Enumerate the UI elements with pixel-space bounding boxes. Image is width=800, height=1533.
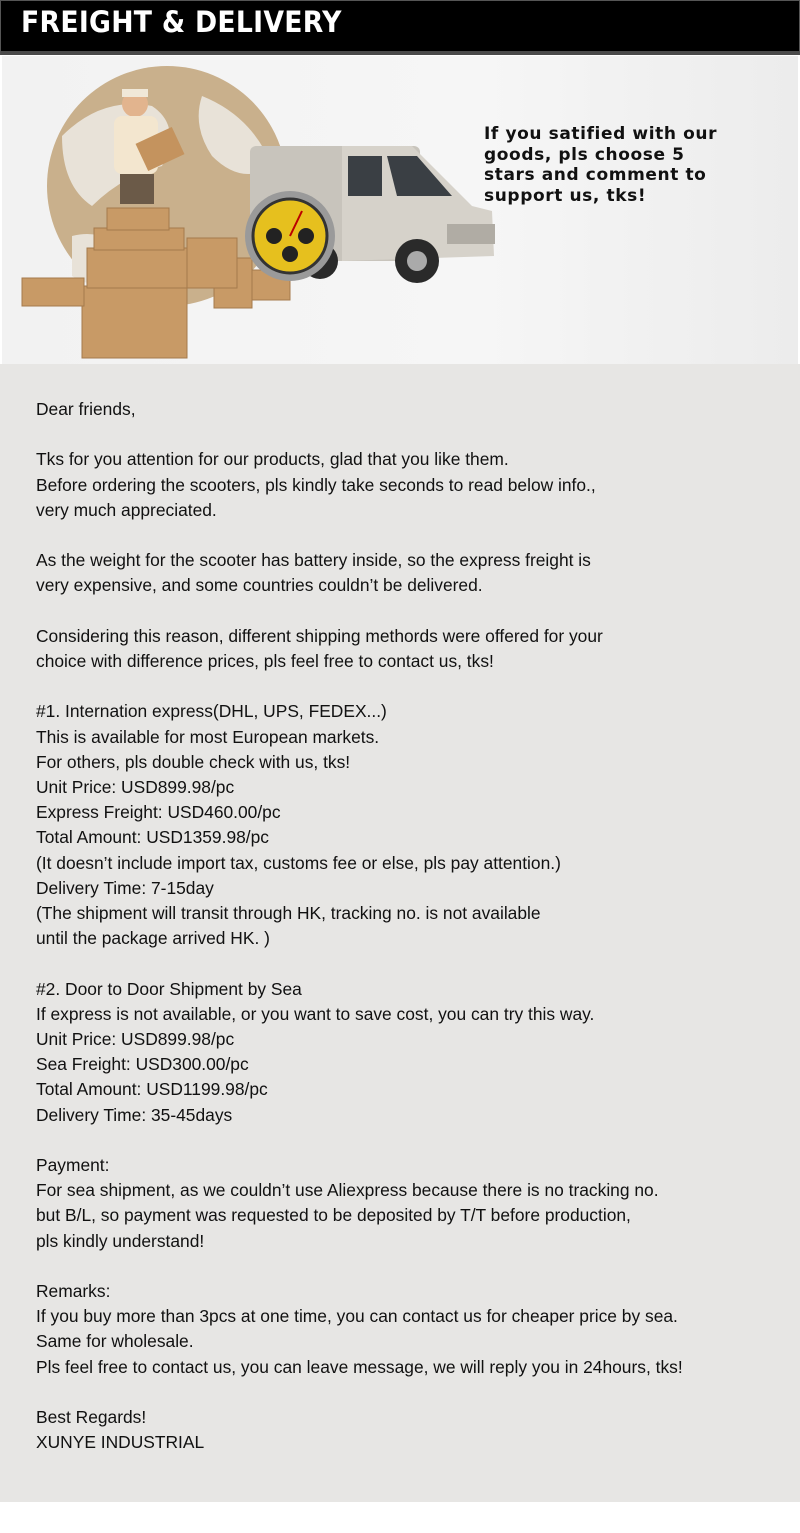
slogan-line: goods, pls choose 5 — [484, 144, 685, 165]
slogan-line: stars and comment to — [484, 165, 707, 185]
text-line — [36, 1380, 683, 1405]
text-line: Remarks: — [36, 1281, 111, 1301]
text-line: Payment: — [36, 1155, 110, 1175]
text-line: For others, pls double check with us, tks! — [36, 751, 351, 772]
text-line: Express Freight: USD460.00/pc — [36, 802, 281, 823]
text-line: (The shipment will transit through HK, tracking no. is not available — [36, 903, 541, 923]
text-line: XUNYE INDUSTRIAL — [36, 1432, 205, 1453]
text-line — [36, 422, 683, 447]
text-line: Total Amount: USD1199.98/pc — [36, 1079, 268, 1100]
page-title: FREIGHT & DELIVERY — [21, 5, 342, 39]
text-line: but B/L, so payment was requested to be deposited by T/T before production, — [36, 1205, 631, 1226]
delivery-info-panel — [0, 364, 800, 1502]
rating-request-slogan — [484, 124, 794, 206]
text-line — [36, 1254, 683, 1279]
slogan-line: If you satified with our — [484, 124, 718, 144]
text-line: very much appreciated. — [36, 499, 217, 520]
text-line: #1. Internation express(DHL, UPS, FEDEX...) — [36, 701, 387, 722]
text-line — [36, 599, 683, 624]
text-line: This is available for most European markets. — [36, 726, 380, 747]
text-line: Best Regards! — [36, 1407, 147, 1427]
stopwatch-icon — [245, 191, 335, 281]
text-line: As the weight for the scooter has battery inside, so the express freight is — [36, 550, 591, 571]
text-line: Total Amount: USD1359.98/pc — [36, 827, 269, 848]
text-line: For sea shipment, as we couldn’t use Aliexpress because there is no tracking no. — [36, 1180, 659, 1201]
text-line: (It doesn’t include import tax, customs fee or else, pls pay attention.) — [36, 852, 561, 873]
text-line: pls kindly understand! — [36, 1230, 205, 1251]
text-line: Pls feel free to contact us, you can leave message, we will reply you in 24hours, tks! — [36, 1356, 683, 1377]
delivery-info-text — [36, 397, 683, 1455]
text-line: Considering this reason, different shipping methords were offered for your — [36, 625, 603, 646]
text-line: Same for wholesale. — [36, 1331, 194, 1352]
text-line — [36, 523, 683, 548]
text-line: choice with difference prices, pls feel free to contact us, tks! — [36, 650, 494, 671]
text-line: Sea Freight: USD300.00/pc — [36, 1054, 249, 1075]
text-line — [36, 674, 683, 699]
delivery-banner — [2, 56, 798, 364]
page-header — [0, 0, 800, 55]
text-line: Unit Price: USD899.98/pc — [36, 776, 235, 797]
text-line: Before ordering the scooters, pls kindly take seconds to read below info., — [36, 474, 596, 495]
text-line — [36, 1128, 683, 1153]
text-line: Dear friends, — [36, 399, 136, 419]
text-line: until the package arrived HK. ) — [36, 928, 270, 949]
slogan-line: support us, tks! — [484, 185, 647, 206]
text-line: Unit Price: USD899.98/pc — [36, 1029, 235, 1049]
text-line: #2. Door to Door Shipment by Sea — [36, 978, 302, 999]
text-line: Delivery Time: 35-45days — [36, 1104, 233, 1125]
text-line: very expensive, and some countries couldn’t be delivered. — [36, 575, 483, 596]
text-line: Tks for you attention for our products, glad that you like them. — [36, 449, 509, 470]
text-line: Delivery Time: 7-15day — [36, 877, 214, 898]
text-line: If you buy more than 3pcs at one time, you can contact us for cheaper price by sea. — [36, 1306, 678, 1327]
text-line: If express is not available, or you want to save cost, you can try this way. — [36, 1003, 595, 1024]
delivery-illustration — [2, 56, 798, 364]
text-line — [36, 951, 683, 976]
